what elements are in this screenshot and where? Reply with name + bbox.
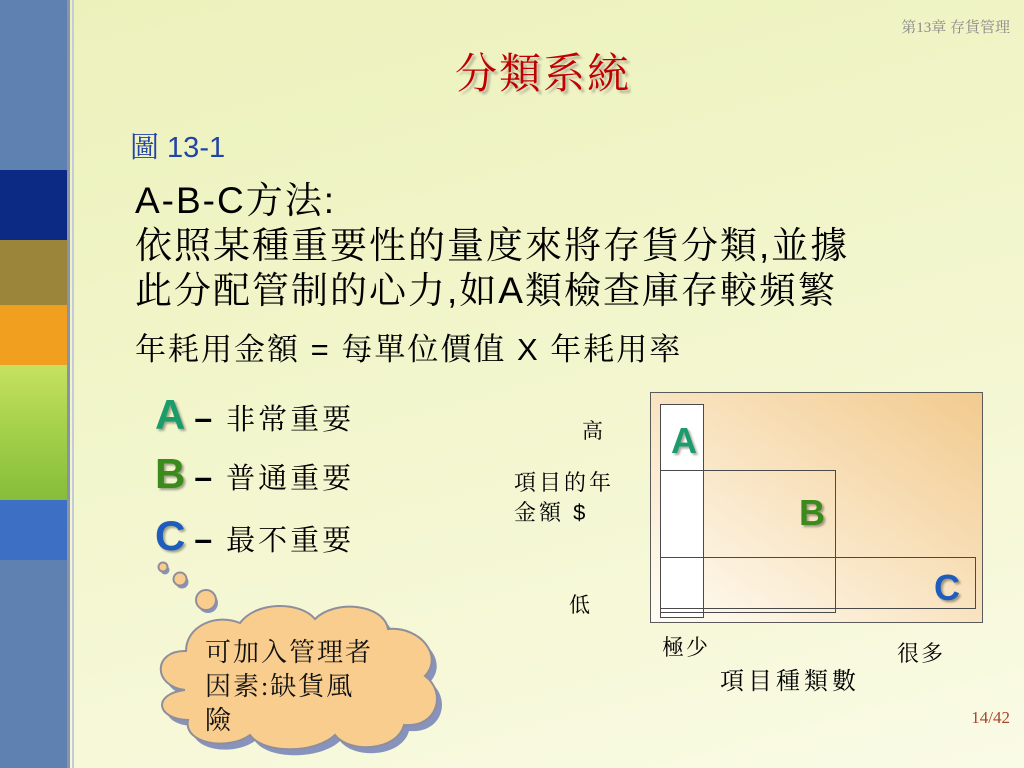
thought-bubble-text xyxy=(205,636,373,738)
y-axis-title xyxy=(514,468,614,528)
bubble-text-line: 險 xyxy=(205,706,234,735)
description-line: 依照某種重要性的量度來將存貨分類,並據 xyxy=(135,225,850,266)
bubble-text-line: 可加入管理者 xyxy=(205,638,374,667)
diagram-label-b: B xyxy=(799,492,825,533)
side-divider-line xyxy=(72,0,74,768)
slide-title: 分類系統 xyxy=(454,52,631,98)
strip-block xyxy=(0,305,67,365)
class-letter: C xyxy=(155,512,186,559)
class-letter: B xyxy=(155,450,186,497)
class-label: 非常重要 xyxy=(226,404,355,436)
legend-row-b xyxy=(155,450,354,498)
class-label: 普通重要 xyxy=(226,463,355,495)
diagram-label-c: C xyxy=(934,567,960,608)
y-axis-high-label: 高 xyxy=(582,420,603,443)
legend-row-a xyxy=(155,391,354,439)
method-text-block xyxy=(135,178,849,313)
x-axis-low-label: 極少 xyxy=(662,635,711,660)
diagram-label-a: A xyxy=(671,420,697,461)
legend-dash: – xyxy=(194,459,213,495)
side-divider-line xyxy=(67,0,70,768)
x-axis-title: 項目種類數 xyxy=(720,668,860,695)
class-letter: A xyxy=(155,391,186,438)
bubble-dot xyxy=(159,563,168,572)
class-label: 最不重要 xyxy=(226,525,355,557)
strip-block xyxy=(0,365,67,500)
description-line: 此分配管制的心力,如A類檢查庫存較頻繁 xyxy=(135,270,837,311)
y-axis-low-label: 低 xyxy=(569,594,590,617)
strip-block xyxy=(0,0,67,170)
y-axis-title-line: 金額 $ xyxy=(514,500,589,525)
strip-block xyxy=(0,500,67,560)
y-axis-title-line: 項目的年 xyxy=(514,470,615,495)
strip-block xyxy=(0,560,67,768)
bubble-text-line: 因素:缺貨風 xyxy=(205,672,355,701)
chapter-header: 第13章 存貨管理 xyxy=(901,20,1010,36)
legend-dash: – xyxy=(194,400,213,436)
method-heading: A-B-C方法: xyxy=(135,180,336,221)
strip-block xyxy=(0,240,67,305)
legend-dash: – xyxy=(194,521,213,557)
bubble-dot xyxy=(196,590,216,610)
formula: 年耗用金額 = 每單位價值 X 年耗用率 xyxy=(135,332,683,367)
legend-row-c xyxy=(155,512,354,560)
bubble-dot xyxy=(174,573,187,586)
side-color-strip xyxy=(0,0,67,768)
strip-block xyxy=(0,170,67,240)
page-number: 14/42 xyxy=(971,708,1010,727)
x-axis-high-label: 很多 xyxy=(897,641,946,666)
figure-label: 圖 13-1 xyxy=(130,132,226,164)
